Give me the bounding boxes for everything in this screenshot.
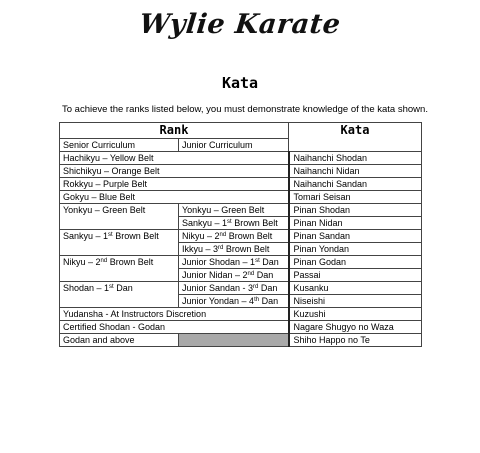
table-row bbox=[60, 152, 422, 165]
rank-cell: Gokyu – Blue Belt bbox=[60, 191, 289, 204]
table-row bbox=[60, 282, 422, 295]
kata-cell: Kuzushi bbox=[289, 308, 422, 321]
kata-cell: Pinan Godan bbox=[289, 256, 422, 269]
table-row bbox=[60, 256, 422, 269]
kata-cell: Naihanchi Shodan bbox=[289, 152, 422, 165]
rank-cell: Certified Shodan - Godan bbox=[60, 321, 289, 334]
intro-text: To achieve the ranks listed below, you must demonstrate knowledge of the kata shown. bbox=[62, 104, 428, 115]
junior-rank-cell: Junior Yondan – 4th Dan bbox=[179, 295, 289, 308]
page-title: Kata bbox=[221, 74, 259, 92]
rank-cell: Shichikyu – Orange Belt bbox=[60, 165, 289, 178]
rank-cell: Hachikyu – Yellow Belt bbox=[60, 152, 289, 165]
rank-cell: Rokkyu – Purple Belt bbox=[60, 178, 289, 191]
table-row bbox=[60, 204, 422, 217]
table-row bbox=[60, 191, 422, 204]
rank-cell: Godan and above bbox=[60, 334, 179, 347]
junior-rank-cell: Junior Sandan - 3rd Dan bbox=[179, 282, 289, 295]
junior-rank-cell: Nikyu – 2nd Brown Belt bbox=[179, 230, 289, 243]
kata-table bbox=[59, 122, 422, 347]
kata-cell: Pinan Shodan bbox=[289, 204, 422, 217]
kata-cell: Shiho Happo no Te bbox=[289, 334, 422, 347]
kata-cell: Naihanchi Nidan bbox=[289, 165, 422, 178]
table-row bbox=[60, 308, 422, 321]
kata-cell: Pinan Yondan bbox=[289, 243, 422, 256]
table-row bbox=[60, 165, 422, 178]
kata-cell: Kusanku bbox=[289, 282, 422, 295]
table-row bbox=[60, 230, 422, 243]
table-header-row bbox=[60, 123, 422, 139]
kata-cell: Nagare Shugyo no Waza bbox=[289, 321, 422, 334]
rank-cell: Yudansha - At Instructors Discretion bbox=[60, 308, 289, 321]
table-row bbox=[60, 334, 422, 347]
junior-rank-cell: Sankyu – 1st Brown Belt bbox=[179, 217, 289, 230]
kata-cell: Pinan Nidan bbox=[289, 217, 422, 230]
empty-shaded-cell bbox=[179, 334, 289, 347]
kata-cell: Tomari Seisan bbox=[289, 191, 422, 204]
senior-rank-cell: Nikyu – 2nd Brown Belt bbox=[60, 256, 179, 282]
junior-rank-cell: Ikkyu – 3rd Brown Belt bbox=[179, 243, 289, 256]
senior-rank-cell: Sankyu – 1st Brown Belt bbox=[60, 230, 179, 256]
kata-header: Kata bbox=[289, 123, 422, 152]
junior-rank-cell: Junior Shodan – 1st Dan bbox=[179, 256, 289, 269]
table-row bbox=[60, 178, 422, 191]
kata-cell: Passai bbox=[289, 269, 422, 282]
kata-cell: Pinan Sandan bbox=[289, 230, 422, 243]
kata-cell: Naihanchi Sandan bbox=[289, 178, 422, 191]
senior-rank-cell: Shodan – 1st Dan bbox=[60, 282, 179, 308]
senior-rank-cell: Yonkyu – Green Belt bbox=[60, 204, 179, 230]
table-row bbox=[60, 321, 422, 334]
kata-cell: Niseishi bbox=[289, 295, 422, 308]
junior-rank-cell: Yonkyu – Green Belt bbox=[179, 204, 289, 217]
brand-logo: Wylie Karate bbox=[137, 9, 343, 40]
junior-curriculum-header: Junior Curriculum bbox=[179, 139, 289, 152]
rank-header: Rank bbox=[60, 123, 289, 139]
senior-curriculum-header: Senior Curriculum bbox=[60, 139, 179, 152]
junior-rank-cell: Junior Nidan – 2nd Dan bbox=[179, 269, 289, 282]
